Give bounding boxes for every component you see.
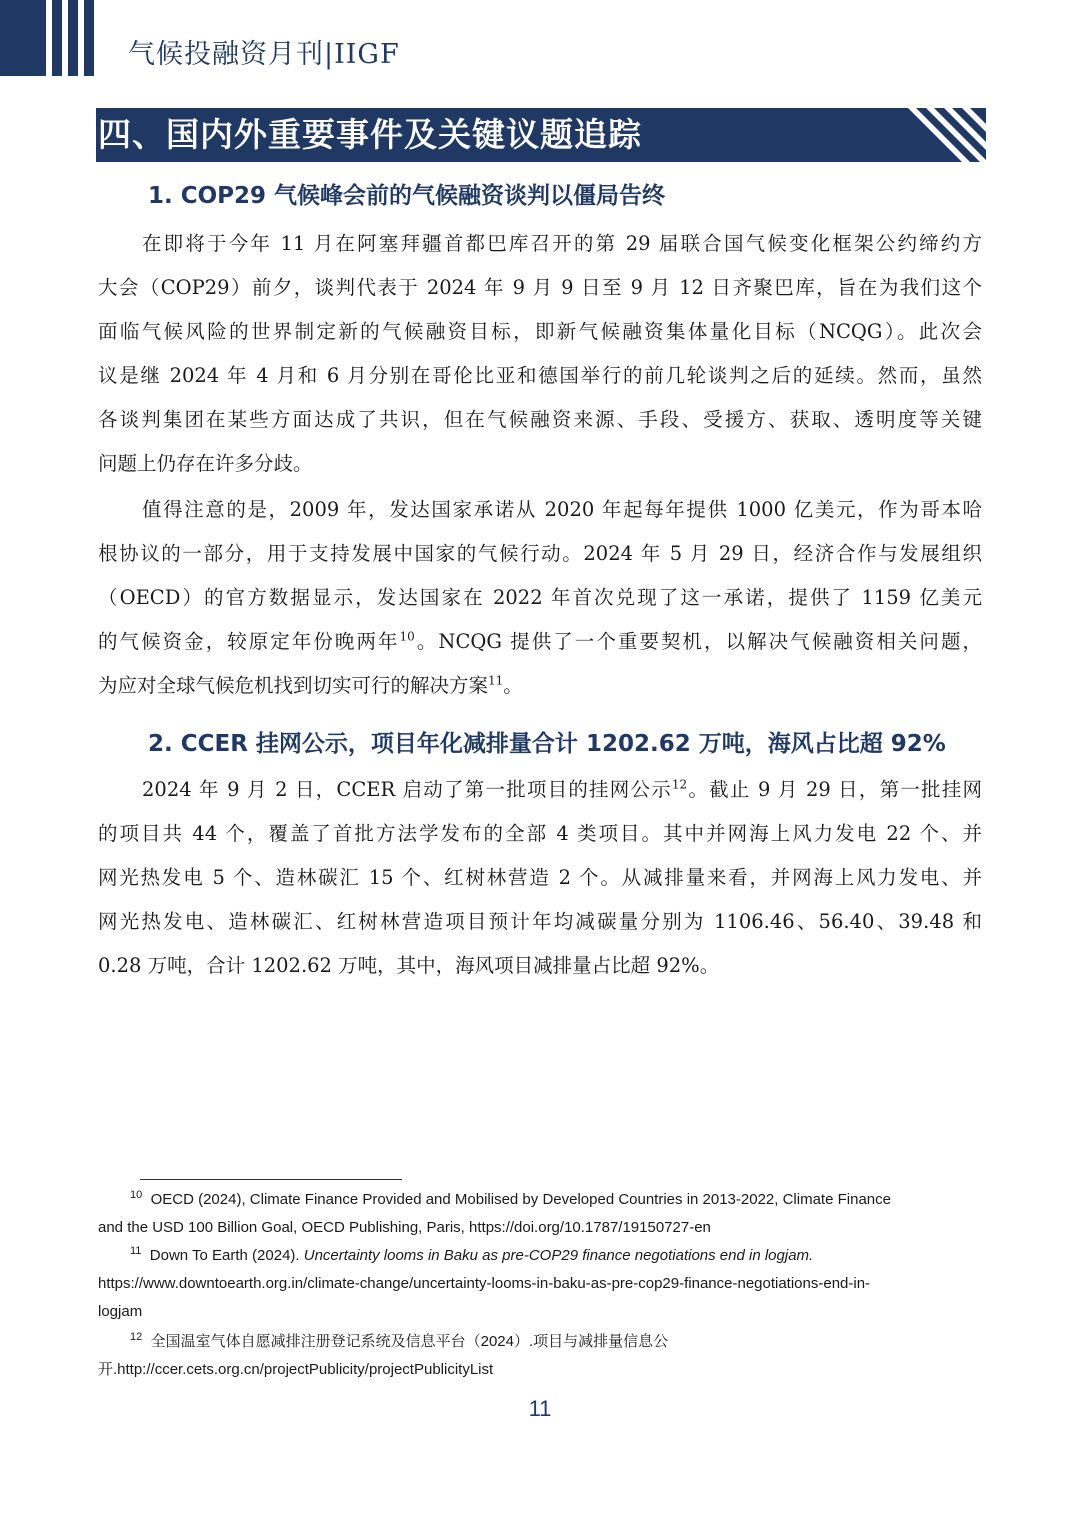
text-segment: 为应对全球气候危机找到切实可行的解决方案: [98, 674, 489, 697]
text-line: 议是继 2024 年 4 月和 6 月分别在哥伦比亚和德国举行的前几轮谈判之后的延续。然而，虽然: [98, 364, 982, 387]
text-line: 各谈判集团在某些方面达成了共识，但在气候融资来源、手段、受援方、获取、透明度等关键: [98, 408, 982, 431]
footnote-10: [98, 1186, 978, 1214]
footnote-ref-12[interactable]: 12: [671, 777, 688, 792]
text-line: 问题上仍存在许多分歧。: [98, 452, 313, 475]
footnote-number: 11: [130, 1245, 142, 1257]
header-bar: [84, 0, 94, 76]
footnote-text: Down To Earth (2024).: [149, 1247, 304, 1264]
text-segment: 。: [503, 674, 523, 697]
text-line: 在即将于今年 11 月在阿塞拜疆首都巴库召开的第 29 届联合国气候变化框架公约缔约方: [142, 232, 982, 255]
text-line: 网光热发电 5 个、造林碳汇 15 个、红树林营造 2 个。从减排量来看，并网海上风力发电、并: [98, 866, 982, 889]
text-line: 0.28 万吨，合计 1202.62 万吨，其中，海风项目减排量占比超 92%。: [98, 954, 720, 977]
footnote-ref-10[interactable]: 10: [399, 629, 415, 644]
text-line: 面临气候风险的世界制定新的气候融资目标，即新气候融资集体量化目标（NCQG）。此次会: [98, 320, 982, 343]
header-decoration: [0, 0, 100, 80]
footnote-number: 10: [130, 1189, 143, 1201]
footnote-article-title: Uncertainty looms in Baku as pre-COP29 finance negotiations end in logjam.: [303, 1247, 814, 1264]
page-number: 11: [528, 1396, 552, 1421]
text-line: 值得注意的是，2009 年，发达国家承诺从 2020 年起每年提供 1000 亿美元，作为哥本哈: [142, 498, 982, 521]
footnote-text: OECD (2024), Climate Finance Provided and Mobilised by Developed Countries in 2013-2022, Climate Finance: [150, 1191, 891, 1208]
journal-title: 气候投融资月刊|IIGF: [128, 39, 400, 70]
text-line: 大会（COP29）前夕，谈判代表于 2024 年 9 月 9 日至 9 月 12 日齐聚巴库，旨在为我们这个: [98, 276, 982, 299]
subsection-2-heading: 2. CCER 挂网公示，项目年化减排量合计 1202.62 万吨，海风占比超 92%: [148, 731, 946, 757]
text-line: [98, 768, 982, 812]
text-segment: 。截止 9 月 29 日，第一批挂网: [687, 778, 982, 801]
text-line: 根协议的一部分，用于支持发展中国家的气候行动。2024 年 5 月 29 日，经济合作与发展组织: [98, 542, 982, 565]
header-bar: [0, 0, 46, 76]
header-bar: [68, 0, 78, 76]
footnote-12: [98, 1328, 978, 1356]
text-line: 网光热发电、造林碳汇、红树林营造项目预计年均减碳量分别为 1106.46、56.40、39.48 和: [98, 910, 982, 933]
text-segment: 。NCQG 提供了一个重要契机，以解决气候融资相关问题，: [414, 630, 982, 653]
footnote-11-url[interactable]: https://www.downtoearth.org.in/climate-change/uncertainty-looms-in-baku-as-pre-cop29-finance-negotiations-end-in-: [98, 1275, 871, 1292]
subsection-1-paragraph-2: [98, 488, 982, 708]
banner-stripes-decoration: [894, 108, 986, 162]
header-bar: [52, 0, 62, 76]
footnote-10-cont[interactable]: and the USD 100 Billion Goal, OECD Publishing, Paris, https://doi.org/10.1787/19150727-en: [98, 1219, 711, 1236]
text-line: [98, 620, 982, 664]
section-title: 四、国内外重要事件及关键议题追踪: [98, 115, 642, 154]
footnote-11-url-cont[interactable]: logjam: [98, 1303, 143, 1320]
footnote-separator: [140, 1179, 402, 1180]
subsection-1-paragraph-1: [98, 222, 982, 486]
footnotes: [98, 1186, 978, 1384]
footnote-number: 12: [130, 1331, 143, 1343]
text-segment: 2024 年 9 月 2 日，CCER 启动了第一批项目的挂网公示: [142, 778, 672, 801]
footnote-12-url[interactable]: 开.http://ccer.cets.org.cn/projectPublicity/projectPublicityList: [98, 1361, 494, 1378]
text-line: 的项目共 44 个，覆盖了首批方法学发布的全部 4 类项目。其中并网海上风力发电 22 个、并: [98, 822, 982, 845]
footnote-ref-11[interactable]: 11: [488, 673, 504, 688]
subsection-1-heading: 1. COP29 气候峰会前的气候融资谈判以僵局告终: [148, 183, 666, 209]
text-segment: 的气候资金，较原定年份晚两年: [98, 630, 400, 653]
footnote-11: [98, 1242, 978, 1270]
text-line: （OECD）的官方数据显示，发达国家在 2022 年首次兑现了这一承诺，提供了 1159 亿美元: [98, 586, 982, 609]
footnote-text: 全国温室气体自愿减排注册登记系统及信息平台（2024）.项目与减排量信息公: [150, 1333, 669, 1350]
subsection-2-paragraph: [98, 768, 982, 988]
text-line: [98, 664, 982, 708]
